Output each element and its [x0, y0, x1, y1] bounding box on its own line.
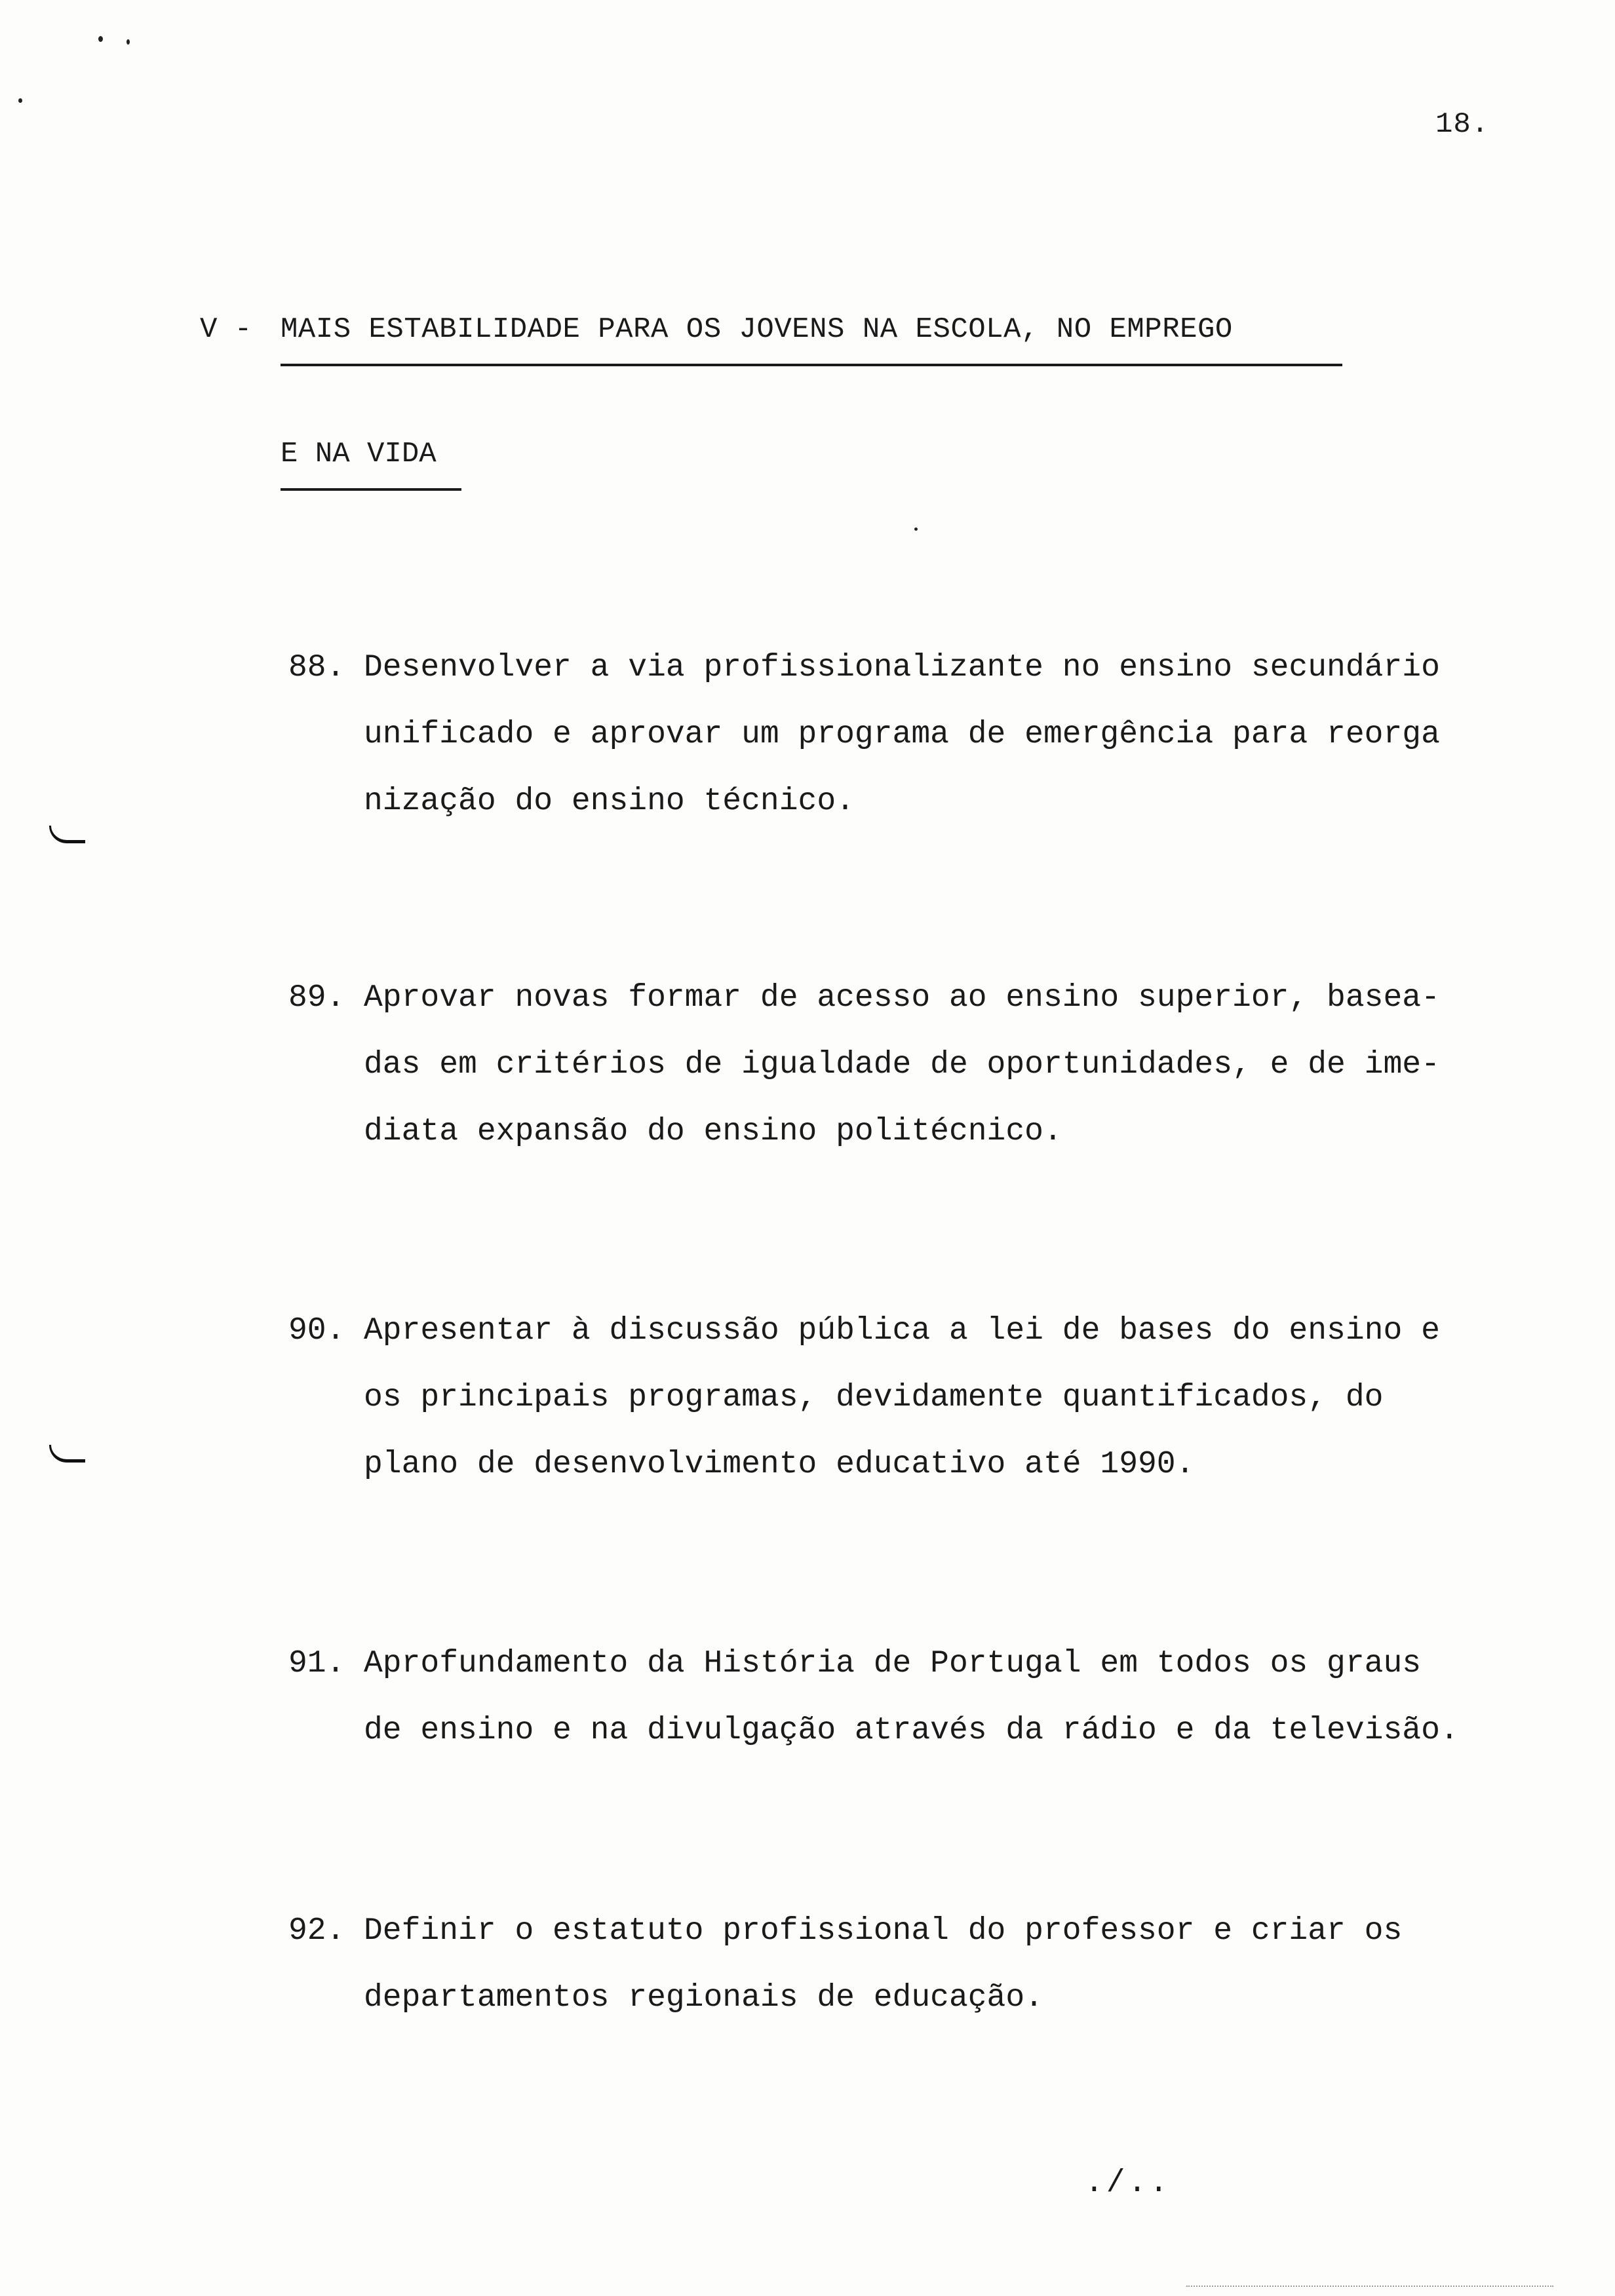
item-text-line: Desenvolver a via profissionalizante no ensino secundário: [364, 650, 1440, 685]
item-number: 90.: [288, 1313, 345, 1349]
section-title-line-2: E NA VIDA: [281, 438, 437, 470]
item-text-line: os principais programas, devidamente quantificados, do: [364, 1380, 1384, 1415]
section-prefix: V -: [200, 313, 252, 346]
scan-speck: [18, 98, 22, 103]
item-text-line: Apresentar à discussão pública a lei de bases do ensino e: [364, 1313, 1440, 1349]
section-title-underline: [281, 364, 1342, 366]
item-text-line: diata expansão do ensino politécnico.: [364, 1114, 1062, 1149]
scan-edge-dots: [1186, 2286, 1553, 2287]
item-number: 89.: [288, 980, 345, 1016]
scan-speck: [126, 39, 130, 45]
item-text-line: Aprofundamento da História de Portugal em todos os graus: [364, 1646, 1422, 1681]
scan-speck: [98, 36, 103, 42]
item-text-line: das em critérios de igualdade de oportunidades, e de ime-: [364, 1047, 1440, 1082]
section-title-underline: [281, 488, 461, 491]
item-text-line: unificado e aprovar um programa de emergência para reorga: [364, 717, 1440, 752]
hole-punch-mark: [49, 826, 85, 843]
item-number: 91.: [288, 1646, 345, 1681]
page-number: 18.: [1435, 108, 1490, 141]
section-title-line-1: MAIS ESTABILIDADE PARA OS JOVENS NA ESCOLA, NO EMPREGO: [281, 313, 1233, 346]
item-text-line: nização do ensino técnico.: [364, 784, 855, 819]
scan-speck: [914, 527, 918, 531]
continuation-marker: ./..: [1085, 2166, 1171, 2201]
item-text-line: departamentos regionais de educação.: [364, 1980, 1043, 2016]
item-text-line: plano de desenvolvimento educativo até 1990.: [364, 1447, 1195, 1482]
item-text-line: Definir o estatuto profissional do professor e criar os: [364, 1913, 1403, 1949]
item-text-line: de ensino e na divulgação através da rádio e da televisão.: [364, 1713, 1459, 1748]
item-text-line: Aprovar novas formar de acesso ao ensino superior, basea-: [364, 980, 1440, 1016]
hole-punch-mark: [49, 1445, 85, 1463]
item-number: 92.: [288, 1913, 345, 1949]
item-number: 88.: [288, 650, 345, 685]
